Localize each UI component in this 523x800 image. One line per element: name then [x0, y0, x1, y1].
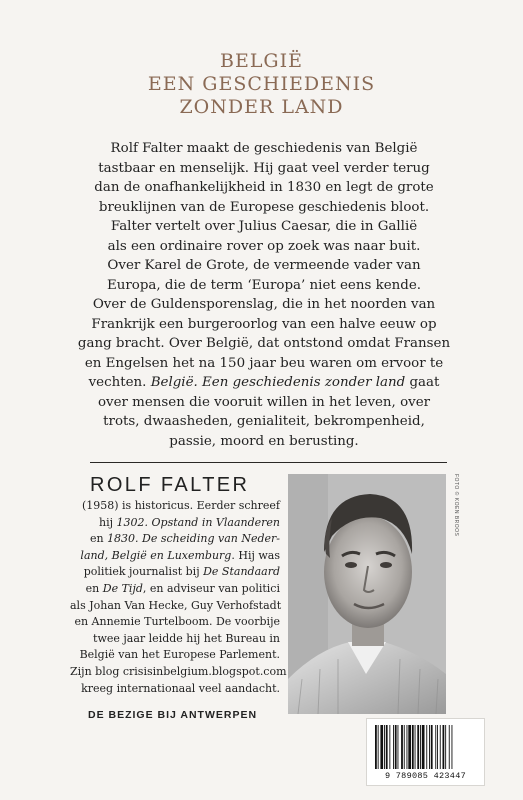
bio-book-title: land, België en Luxemburg: [80, 548, 232, 562]
barcode-bar: [404, 725, 405, 769]
barcode-bar: [431, 725, 433, 769]
bio-line: [70, 564, 280, 581]
blurb-line: breuklijnen van de Europese geschiedenis bloot.: [98, 199, 430, 215]
blurb-line: tastbaar en menselijk. Hij gaat veel verder terug: [98, 160, 430, 176]
barcode-bar: [378, 725, 379, 769]
book-title: [0, 50, 523, 119]
title-line: EEN GESCHIEDENIS: [147, 73, 376, 95]
bio-text: en: [85, 581, 103, 595]
blurb-line: Over Karel de Grote, de vermeende vader van: [107, 258, 421, 273]
barcode-bar: [440, 725, 441, 769]
blurb-book-title: België. Een geschiedenis zonder land: [150, 375, 406, 390]
barcode-bar: [417, 725, 419, 769]
publisher-name: DE BEZIGE BIJ ANTWERPEN: [88, 709, 258, 721]
barcode-bar: [435, 725, 436, 769]
barcode-bar: [443, 725, 445, 769]
bio-text: . Hij was: [231, 548, 280, 562]
barcode-bar: [429, 725, 430, 769]
blurb-line: Frankrijk een burgeroorlog van een halve eeuw op: [91, 316, 437, 332]
barcode-bar: [408, 725, 411, 769]
bio-line: als Johan Van Hecke, Guy Verhofstadt: [70, 598, 282, 612]
barcode-bar: [449, 725, 450, 769]
blurb-line: dan de onafhankelijkheid in 1830 en legt de grote: [94, 180, 434, 195]
photo-credit: [451, 474, 459, 594]
barcode-bar: [415, 725, 416, 769]
barcode-bar: [407, 725, 408, 769]
bio-book-title: 1302. Opstand in Vlaanderen: [116, 515, 280, 529]
blurb-line: Falter vertelt over Julius Caesar, die in Gallië: [110, 219, 418, 234]
bio-text: , en adviseur van politici: [142, 581, 280, 595]
blurb-text: vechten.: [88, 375, 147, 390]
bio-newspaper: De Standaard: [203, 565, 280, 579]
section-divider: [90, 462, 447, 463]
barcode-bar: [386, 725, 388, 769]
barcode-bar: [420, 725, 421, 769]
blurb-line: als een ordinaire rover op zoek was naar buit.: [107, 238, 421, 254]
author-portrait-illustration: [288, 474, 446, 714]
bio-line: en Annemie Turtelboom. De voorbije: [74, 615, 280, 629]
barcode-bars: [375, 725, 476, 769]
title-line: ZONDER LAND: [179, 96, 344, 118]
title-line: BELGIË: [219, 50, 303, 72]
author-bio: [70, 498, 287, 697]
barcode-bar: [380, 725, 383, 769]
barcode-bar: [412, 725, 414, 769]
blurb-line: Over de Guldensporenslag, die in het noorden van: [92, 297, 436, 312]
barcode-bar: [401, 725, 403, 769]
blurb-line: over mensen die vooruit willen in het leven, over: [97, 394, 431, 410]
blurb-line: en Engelsen het na 150 jaar beu waren om ervoor te: [84, 355, 444, 371]
barcode-bar: [375, 725, 377, 769]
barcode-bar: [384, 725, 385, 769]
barcode-bar: [422, 725, 425, 769]
blurb-line: trots, dwaasheden, genialiteit, bekrompenheid,: [103, 414, 425, 429]
blurb-text: gaat: [405, 375, 440, 390]
bio-text: politiek journalist bij: [83, 565, 204, 579]
bio-line: [70, 531, 280, 548]
bio-text: hij: [99, 515, 117, 529]
blurb: [40, 139, 488, 451]
bio-line: twee jaar leidde hij het Bureau in: [93, 631, 280, 645]
barcode-bar: [426, 725, 427, 769]
blurb-line: gang bracht. Over België, dat ontstond omdat Fransen: [77, 336, 451, 351]
bio-line: [70, 581, 280, 598]
author-name: ROLF FALTER: [90, 474, 250, 496]
bio-line: [70, 548, 280, 565]
blurb-line: [40, 373, 488, 393]
bio-line: België van het Europese Parlement.: [79, 648, 280, 662]
bio-book-title: 1830. De scheiding van Neder-: [107, 532, 280, 546]
blurb-line: passie, moord en berusting.: [169, 433, 359, 449]
barcode-bar: [389, 725, 390, 769]
bio-text: en: [89, 532, 108, 546]
bio-line: (1958) is historicus. Eerder schreef: [81, 499, 280, 512]
photo-credit-text: FOTO © KOEN BROOS: [453, 474, 459, 537]
bio-line: Zijn blog crisisinbelgium.blogspot.com: [70, 664, 287, 678]
bio-newspaper: De Tijd: [102, 581, 143, 595]
barcode-bar: [395, 725, 397, 769]
barcode-bar: [437, 725, 438, 769]
bio-line: [70, 515, 280, 532]
blurb-line: Rolf Falter maakt de geschiedenis van België: [110, 141, 418, 156]
barcode-bar: [445, 725, 446, 769]
bio-line: kreeg internationaal veel aandacht.: [81, 681, 280, 695]
blurb-line: Europa, die de term ‘Europa’ niet eens kende.: [106, 277, 422, 293]
barcode-bar: [393, 725, 394, 769]
barcode: [366, 718, 485, 786]
barcode-bar: [398, 725, 399, 769]
isbn-number: 9 789085 423447: [384, 771, 466, 781]
author-photo: [288, 474, 446, 714]
barcode-bar: [452, 725, 453, 769]
